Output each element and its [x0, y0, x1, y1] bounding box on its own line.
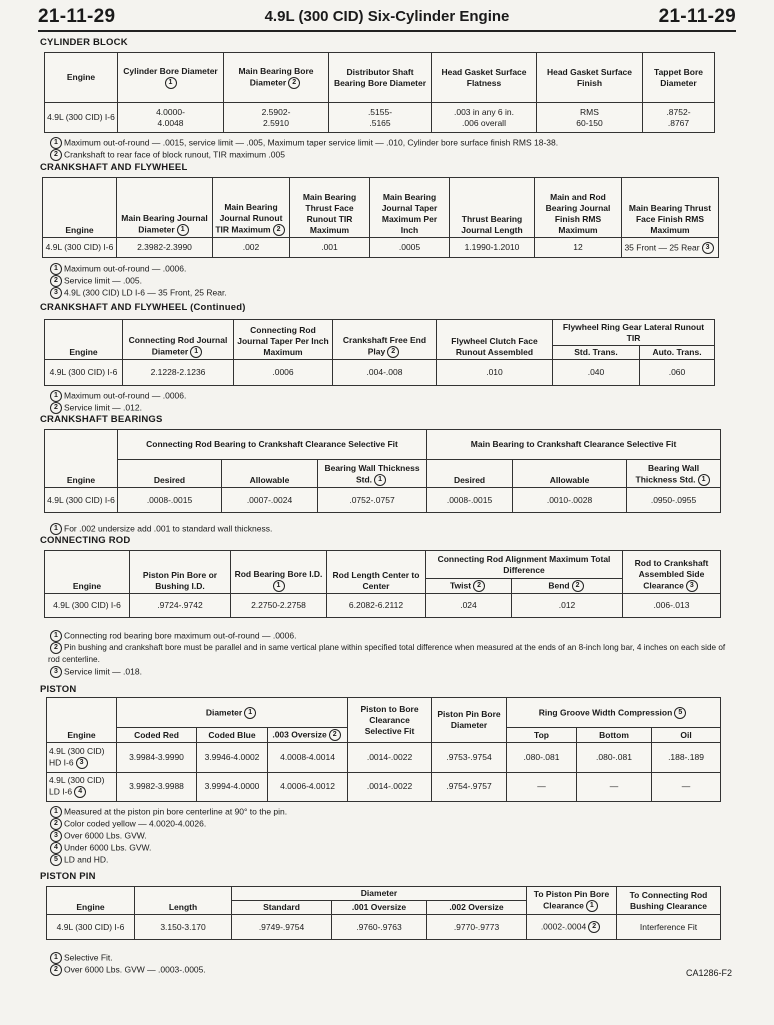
col-header: Length: [135, 887, 232, 915]
col-header: Desired: [427, 460, 513, 488]
table-row: [43, 238, 719, 258]
table-cell: .0006: [234, 360, 333, 386]
footnote-marker: 1: [165, 77, 177, 89]
group-header: Diameter: [232, 887, 527, 901]
table-cell: —: [577, 772, 652, 802]
footnote: 2 Over 6000 Lbs. GVW — .0003-.0005.: [48, 964, 206, 976]
col-header: Engine: [45, 430, 118, 488]
footnote-marker: 1: [177, 224, 189, 236]
table-cell: .0752-.0757: [318, 488, 427, 513]
table-cell: 2.1228-2.1236: [123, 360, 234, 386]
table-cell: 4.9L (300 CID) I-6: [47, 915, 135, 940]
table-row: [45, 488, 721, 513]
table-cell: .9754-.9757: [432, 772, 507, 802]
table-cell: 2.3982-2.3990: [117, 238, 213, 258]
group-header: Connecting Rod Bearing to Crankshaft Clearance Selective Fit: [118, 430, 427, 460]
col-header: Allowable: [222, 460, 318, 488]
col-header: Connecting Rod Journal Taper Per Inch Maximum: [234, 320, 333, 360]
table-cell: 3.9984-3.9990: [117, 743, 197, 773]
col-header: Bearing Wall Thickness Std. 1: [627, 460, 721, 488]
footnote-marker: 1: [586, 900, 598, 912]
col-header: Main Bearing Thrust Face Finish RMS Maximum: [622, 178, 719, 238]
table-cell: .0008-.0015: [427, 488, 513, 513]
footnote: 3 4.9L (300 CID) LD I-6 — 35 Front, 25 Rear.: [48, 287, 227, 299]
table-cell: .5155- .5165: [329, 103, 432, 133]
col-subheader: Oil: [652, 728, 721, 743]
col-header: Engine: [47, 698, 117, 743]
footnote-marker: 1: [374, 474, 386, 486]
table-cell: 3.9994-4.0000: [197, 772, 268, 802]
col-subheader: Twist 2: [426, 579, 512, 594]
table-cell: .012: [512, 594, 623, 618]
table-cell: .9724-.9742: [130, 594, 231, 618]
table-cell: 4.0006-4.0012: [268, 772, 348, 802]
section-title-crankshaft-bearings: CRANKSHAFT BEARINGS: [40, 414, 163, 425]
table-header-row: [45, 430, 721, 460]
col-header: Main Bearing Journal Runout TIR Maximum 2: [213, 178, 290, 238]
col-header: Main Bearing Journal Diameter 1: [117, 178, 213, 238]
col-subheader: Top: [507, 728, 577, 743]
table-cell: .060: [640, 360, 715, 386]
footnote-marker: 2: [387, 346, 399, 358]
col-header: Main Bearing Journal Taper Maximum Per Inch: [370, 178, 450, 238]
footnote-marker: 2: [288, 77, 300, 89]
col-header: Tappet Bore Diameter: [643, 53, 715, 103]
table-cell: RMS 60-150: [537, 103, 643, 133]
table-cell: 35 Front — 25 Rear 3: [622, 238, 719, 258]
crankshaft-bearings-notes: [48, 523, 272, 535]
footnote: 2 Service limit — .005.: [48, 275, 227, 287]
footnote-marker: 2: [588, 921, 600, 933]
col-header: Engine: [45, 53, 118, 103]
footnote: 1 Maximum out-of-round — .0006.: [48, 263, 227, 275]
footnote-marker: 3: [76, 757, 88, 769]
footnote: 2 Color coded yellow — 4.0020-4.0026.: [48, 818, 287, 830]
table-row: [47, 772, 721, 802]
footnote-marker: 3: [702, 242, 714, 254]
piston-pin-notes: [48, 952, 206, 976]
footnote-marker: 2: [273, 224, 285, 236]
section-title-connecting-rod: CONNECTING ROD: [40, 535, 131, 546]
footnote-marker: 1: [190, 346, 202, 358]
col-header: Rod to Crankshaft Assembled Side Clearance 3: [623, 551, 721, 594]
col-subheader: Bend 2: [512, 579, 623, 594]
table-cell: .9770-.9773: [427, 915, 527, 940]
footnote-marker: 1: [273, 580, 285, 592]
col-header: Cylinder Bore Diameter1: [118, 53, 224, 103]
table-cell: .001: [290, 238, 370, 258]
page-number-right: 21-11-29: [658, 6, 736, 27]
crankshaft-flywheel-continued-table: [44, 319, 715, 386]
table-header-row: [43, 178, 719, 238]
table-cell: 4.0000- 4.0048: [118, 103, 224, 133]
table-cell: 2.2750-2.2758: [231, 594, 327, 618]
col-header: Bearing Wall Thickness Std. 1: [318, 460, 427, 488]
crankshaft-flywheel-notes: [48, 263, 227, 299]
table-cell: 3.150-3.170: [135, 915, 232, 940]
col-header: To Connecting Rod Bushing Clearance: [617, 887, 721, 915]
footnote: 5 LD and HD.: [48, 854, 287, 866]
col-header: Piston to Bore Clearance Selective Fit: [348, 698, 432, 743]
footnote: 1 Maximum out-of-round — .0006.: [48, 390, 186, 402]
table-cell: .080-.081: [577, 743, 652, 773]
footnote-marker: 5: [674, 707, 686, 719]
col-header: Distributor Shaft Bearing Bore Diameter: [329, 53, 432, 103]
table-cell: —: [652, 772, 721, 802]
connecting-rod-notes: [48, 630, 728, 678]
footnote: 3 Service limit — .018.: [48, 666, 728, 678]
table-cell: 4.9L (300 CID) I-6: [45, 103, 118, 133]
col-header: Flywheel Ring Gear Lateral Runout TIR: [553, 320, 715, 346]
col-header: Engine: [45, 320, 123, 360]
cylinder-block-table: [44, 52, 715, 133]
crankshaft-flywheel-table: [42, 177, 719, 258]
col-header: Main Bearing Bore Diameter 2: [224, 53, 329, 103]
table-subheader-row: [45, 460, 721, 488]
table-cell: .9753-.9754: [432, 743, 507, 773]
table-cell: .003 in any 6 in. .006 overall: [432, 103, 537, 133]
col-subheader: Coded Red: [117, 728, 197, 743]
col-header: Main and Rod Bearing Journal Finish RMS Maximum: [535, 178, 622, 238]
crankshaft-bearings-table: [44, 429, 721, 513]
footnote-marker: 3: [686, 580, 698, 592]
footnote-marker: 4: [74, 786, 86, 798]
page-number-left: 21-11-29: [38, 6, 116, 27]
table-cell: 4.9L (300 CID) I-6: [45, 488, 118, 513]
col-header: Flywheel Clutch Face Runout Assembled: [437, 320, 553, 360]
col-header: Rod Bearing Bore I.D.1: [231, 551, 327, 594]
footnote-marker: 2: [473, 580, 485, 592]
group-header: Connecting Rod Alignment Maximum Total Difference: [426, 551, 623, 579]
table-cell: 4.9L (300 CID) HD I-6 3: [47, 743, 117, 773]
col-header: Crankshaft Free End Play 2: [333, 320, 437, 360]
col-subheader: Bottom: [577, 728, 652, 743]
table-cell: .9749-.9754: [232, 915, 332, 940]
table-cell: .040: [553, 360, 640, 386]
table-cell: .0005: [370, 238, 450, 258]
col-header: Rod Length Center to Center: [327, 551, 426, 594]
footnote: 3 Over 6000 Lbs. GVW.: [48, 830, 287, 842]
col-header: Engine: [47, 887, 135, 915]
table-cell: .006-.013: [623, 594, 721, 618]
table-header-row: [45, 320, 715, 346]
table-row: [47, 743, 721, 773]
footnote-marker: 2: [329, 729, 341, 741]
table-cell: 4.0008-4.0014: [268, 743, 348, 773]
table-cell: .9760-.9763: [332, 915, 427, 940]
footnote: 1 Measured at the piston pin bore centerline at 90° to the pin.: [48, 806, 287, 818]
table-header-row: [47, 887, 721, 901]
col-subheader: .002 Oversize: [427, 901, 527, 915]
col-header: Thrust Bearing Journal Length: [450, 178, 535, 238]
table-cell: 3.9946-4.0002: [197, 743, 268, 773]
section-title-cylinder-block: CYLINDER BLOCK: [40, 37, 128, 48]
section-title-crankshaft-flywheel-continued: CRANKSHAFT AND FLYWHEEL (Continued): [40, 302, 246, 313]
table-cell: .080-.081: [507, 743, 577, 773]
table-cell: 4.9L (300 CID) LD I-6 4: [47, 772, 117, 802]
table-cell: Interference Fit: [617, 915, 721, 940]
col-subheader: Coded Blue: [197, 728, 268, 743]
table-cell: 12: [535, 238, 622, 258]
table-cell: 3.9982-3.9988: [117, 772, 197, 802]
table-cell: .002: [213, 238, 290, 258]
footnote-marker: 1: [698, 474, 710, 486]
piston-notes: [48, 806, 287, 866]
col-header: Engine: [45, 551, 130, 594]
table-cell: .8752- .8767: [643, 103, 715, 133]
footnote: 1 Selective Fit.: [48, 952, 206, 964]
group-header: Ring Groove Width Compression 5: [507, 698, 721, 728]
table-row: [45, 360, 715, 386]
footnote: 1 Maximum out-of-round — .0015, service limit — .005, Maximum taper service limit — .010, Cylinder bore surface finish RMS 18-38.: [48, 137, 558, 149]
col-header: Desired: [118, 460, 222, 488]
col-header: Main Bearing Thrust Face Runout TIR Maximum: [290, 178, 370, 238]
table-cell: 4.9L (300 CID) I-6: [45, 360, 123, 386]
footnote: 1 Connecting rod bearing bore maximum out-of-round — .0006.: [48, 630, 728, 642]
table-header-row: [45, 53, 715, 103]
table-header-row: [45, 551, 721, 579]
group-header: Diameter 1: [117, 698, 348, 728]
footnote-marker: 2: [572, 580, 584, 592]
table-cell: .0008-.0015: [118, 488, 222, 513]
table-cell: 4.9L (300 CID) I-6: [43, 238, 117, 258]
table-cell: .188-.189: [652, 743, 721, 773]
page-header: [38, 6, 736, 30]
table-cell: 4.9L (300 CID) I-6: [45, 594, 130, 618]
col-header: Piston Pin Bore Diameter: [432, 698, 507, 743]
col-header: Connecting Rod Journal Diameter 1: [123, 320, 234, 360]
table-cell: .0002-.0004 2: [527, 915, 617, 940]
table-cell: .0010-.0028: [513, 488, 627, 513]
col-header: Head Gasket Surface Finish: [537, 53, 643, 103]
table-header-row: [47, 698, 721, 728]
col-subheader: .003 Oversize 2: [268, 728, 348, 743]
header-rule: [38, 30, 736, 32]
table-row: [45, 103, 715, 133]
table-cell: .024: [426, 594, 512, 618]
section-title-crankshaft-flywheel: CRANKSHAFT AND FLYWHEEL: [40, 162, 188, 173]
table-cell: 1.1990-1.2010: [450, 238, 535, 258]
table-cell: .0950-.0955: [627, 488, 721, 513]
page-title: 4.9L (300 CID) Six-Cylinder Engine: [264, 8, 510, 25]
piston-pin-table: [46, 886, 721, 940]
section-title-piston: PISTON: [40, 684, 77, 695]
crankshaft-flywheel-continued-notes: [48, 390, 186, 414]
col-header: Head Gasket Surface Flatness: [432, 53, 537, 103]
table-cell: .004-.008: [333, 360, 437, 386]
table-cell: .0014-.0022: [348, 743, 432, 773]
table-cell: 6.2082-6.2112: [327, 594, 426, 618]
connecting-rod-table: [44, 550, 721, 618]
footnote: 2 Pin bushing and crankshaft bore must be parallel and in same vertical plane within specified total difference when measured at the ends of an 8-inch long bar, 4 inches on each side of rod centerline.: [48, 643, 726, 664]
table-cell: 2.5902- 2.5910: [224, 103, 329, 133]
section-title-piston-pin: PISTON PIN: [40, 871, 96, 882]
col-subheader: .001 Oversize: [332, 901, 427, 915]
table-cell: .0014-.0022: [348, 772, 432, 802]
figure-code: CA1286-F2: [685, 968, 732, 978]
table-row: [47, 915, 721, 940]
cylinder-block-notes: [48, 137, 558, 161]
table-cell: .0007-.0024: [222, 488, 318, 513]
piston-table: [46, 697, 721, 802]
group-header: Main Bearing to Crankshaft Clearance Selective Fit: [427, 430, 721, 460]
col-header: To Piston Pin Bore Clearance 1: [527, 887, 617, 915]
table-cell: —: [507, 772, 577, 802]
col-header: Engine: [43, 178, 117, 238]
col-subheader: Std. Trans.: [553, 346, 640, 360]
footnote: 2 Service limit — .012.: [48, 402, 186, 414]
footnote: 4 Under 6000 Lbs. GVW.: [48, 842, 287, 854]
col-subheader: Standard: [232, 901, 332, 915]
col-subheader: Auto. Trans.: [640, 346, 715, 360]
footnote-marker: 1: [244, 707, 256, 719]
col-header: Piston Pin Bore or Bushing I.D.: [130, 551, 231, 594]
table-row: [45, 594, 721, 618]
footnote: 2 Crankshaft to rear face of block runout, TIR maximum .005: [48, 149, 558, 161]
table-cell: .010: [437, 360, 553, 386]
footnote: 1 For .002 undersize add .001 to standard wall thickness.: [48, 523, 272, 535]
col-header: Allowable: [513, 460, 627, 488]
